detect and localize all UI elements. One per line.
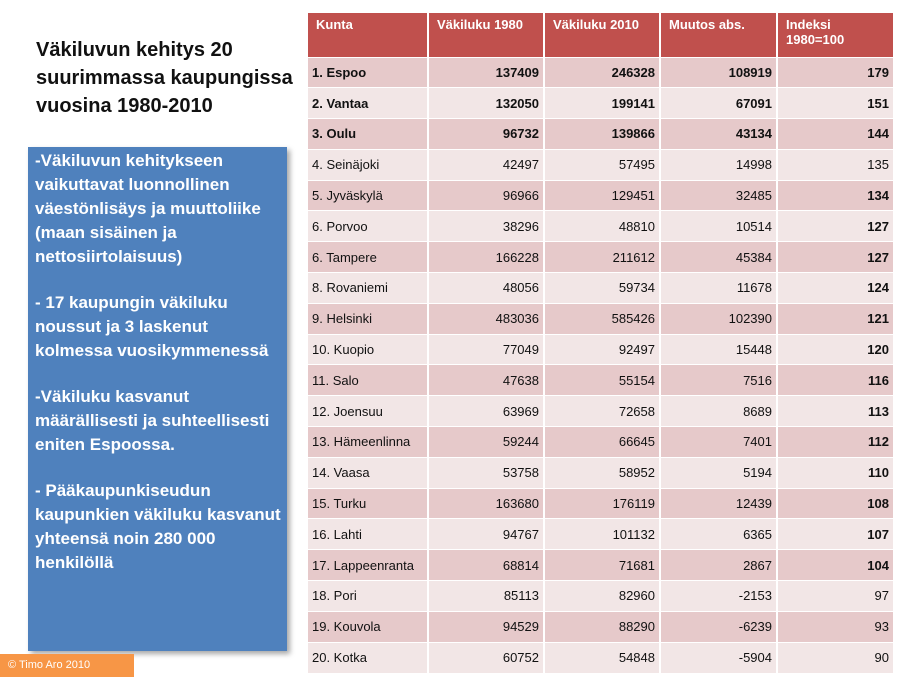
population-table-container	[308, 13, 893, 673]
cell-vakiluku-2010: 72658	[544, 396, 660, 427]
table-row	[308, 519, 893, 550]
cell-indeksi: 120	[777, 334, 893, 365]
cell-vakiluku-1980: 137409	[428, 57, 544, 88]
table-row	[308, 273, 893, 304]
cell-muutos: 2867	[660, 550, 777, 581]
cell-kunta: 13. Hämeenlinna	[308, 427, 428, 458]
table-row	[308, 550, 893, 581]
cell-muutos: 102390	[660, 303, 777, 334]
cell-vakiluku-1980: 94529	[428, 611, 544, 642]
scrollbar[interactable]	[895, 0, 907, 677]
cell-vakiluku-2010: 59734	[544, 273, 660, 304]
cell-indeksi: 151	[777, 88, 893, 119]
table-row	[308, 88, 893, 119]
cell-kunta: 12. Joensuu	[308, 396, 428, 427]
bullet-2: - 17 kaupungin väkiluku noussut ja 3 laskenut kolmessa vuosikymmenessä	[35, 293, 269, 360]
table-row	[308, 427, 893, 458]
cell-vakiluku-1980: 47638	[428, 365, 544, 396]
cell-vakiluku-2010: 139866	[544, 119, 660, 150]
cell-indeksi: 112	[777, 427, 893, 458]
cell-muutos: 15448	[660, 334, 777, 365]
cell-indeksi: 104	[777, 550, 893, 581]
cell-muutos: -5904	[660, 642, 777, 673]
cell-vakiluku-1980: 60752	[428, 642, 544, 673]
cell-muutos: 45384	[660, 242, 777, 273]
header-vakiluku-2010: Väkiluku 2010	[544, 13, 660, 57]
cell-vakiluku-2010: 176119	[544, 488, 660, 519]
cell-vakiluku-1980: 53758	[428, 457, 544, 488]
cell-muutos: 67091	[660, 88, 777, 119]
cell-vakiluku-1980: 166228	[428, 242, 544, 273]
table-row	[308, 457, 893, 488]
cell-muutos: 8689	[660, 396, 777, 427]
cell-indeksi: 97	[777, 581, 893, 612]
table-row	[308, 242, 893, 273]
slide-title: Väkiluvun kehitys 20 suurimmassa kaupungissa vuosina 1980-2010	[36, 39, 293, 117]
cell-kunta: 6. Tampere	[308, 242, 428, 273]
cell-vakiluku-2010: 54848	[544, 642, 660, 673]
table-row	[308, 642, 893, 673]
cell-kunta: 19. Kouvola	[308, 611, 428, 642]
table-row	[308, 581, 893, 612]
cell-vakiluku-2010: 129451	[544, 180, 660, 211]
cell-indeksi: 124	[777, 273, 893, 304]
table-row	[308, 180, 893, 211]
cell-indeksi: 179	[777, 57, 893, 88]
cell-muutos: 12439	[660, 488, 777, 519]
table-row	[308, 365, 893, 396]
cell-vakiluku-1980: 38296	[428, 211, 544, 242]
cell-vakiluku-2010: 66645	[544, 427, 660, 458]
header-kunta: Kunta	[308, 13, 428, 57]
cell-indeksi: 93	[777, 611, 893, 642]
table-row	[308, 611, 893, 642]
cell-vakiluku-1980: 163680	[428, 488, 544, 519]
cell-indeksi: 110	[777, 457, 893, 488]
cell-vakiluku-2010: 88290	[544, 611, 660, 642]
cell-vakiluku-2010: 92497	[544, 334, 660, 365]
table-header-row	[308, 13, 893, 57]
cell-kunta: 3. Oulu	[308, 119, 428, 150]
cell-vakiluku-1980: 63969	[428, 396, 544, 427]
cell-indeksi: 134	[777, 180, 893, 211]
cell-muutos: 5194	[660, 457, 777, 488]
cell-muutos: 32485	[660, 180, 777, 211]
population-table	[308, 13, 893, 673]
cell-muutos: -6239	[660, 611, 777, 642]
cell-vakiluku-2010: 199141	[544, 88, 660, 119]
cell-kunta: 16. Lahti	[308, 519, 428, 550]
cell-indeksi: 127	[777, 211, 893, 242]
cell-kunta: 18. Pori	[308, 581, 428, 612]
cell-kunta: 15. Turku	[308, 488, 428, 519]
cell-kunta: 4. Seinäjoki	[308, 149, 428, 180]
cell-indeksi: 116	[777, 365, 893, 396]
cell-indeksi: 108	[777, 488, 893, 519]
cell-muutos: 14998	[660, 149, 777, 180]
cell-vakiluku-2010: 585426	[544, 303, 660, 334]
bullet-3: -Väkiluku kasvanut määrällisesti ja suhteellisesti eniten Espoossa.	[35, 387, 270, 454]
cell-kunta: 14. Vaasa	[308, 457, 428, 488]
cell-vakiluku-1980: 94767	[428, 519, 544, 550]
cell-indeksi: 90	[777, 642, 893, 673]
cell-kunta: 10. Kuopio	[308, 334, 428, 365]
cell-vakiluku-1980: 96732	[428, 119, 544, 150]
table-row	[308, 57, 893, 88]
cell-vakiluku-1980: 96966	[428, 180, 544, 211]
cell-vakiluku-1980: 48056	[428, 273, 544, 304]
table-row	[308, 396, 893, 427]
cell-kunta: 8. Rovaniemi	[308, 273, 428, 304]
header-muutos: Muutos abs.	[660, 13, 777, 57]
bullet-box	[28, 147, 287, 651]
bullet-4: - Pääkaupunkiseudun kaupunkien väkiluku kasvanut yhteensä noin 280 000 henkilöllä	[35, 481, 281, 572]
cell-muutos: 6365	[660, 519, 777, 550]
cell-vakiluku-1980: 85113	[428, 581, 544, 612]
cell-vakiluku-2010: 58952	[544, 457, 660, 488]
header-vakiluku-1980: Väkiluku 1980	[428, 13, 544, 57]
cell-vakiluku-2010: 48810	[544, 211, 660, 242]
cell-indeksi: 127	[777, 242, 893, 273]
table-row	[308, 119, 893, 150]
header-indeksi: Indeksi 1980=100	[777, 13, 893, 57]
cell-vakiluku-2010: 101132	[544, 519, 660, 550]
table-row	[308, 303, 893, 334]
cell-vakiluku-2010: 82960	[544, 581, 660, 612]
cell-muutos: 11678	[660, 273, 777, 304]
cell-muutos: 10514	[660, 211, 777, 242]
cell-muutos: 7516	[660, 365, 777, 396]
cell-vakiluku-2010: 71681	[544, 550, 660, 581]
cell-kunta: 5. Jyväskylä	[308, 180, 428, 211]
cell-kunta: 2. Vantaa	[308, 88, 428, 119]
cell-vakiluku-1980: 77049	[428, 334, 544, 365]
cell-vakiluku-1980: 483036	[428, 303, 544, 334]
table-row	[308, 488, 893, 519]
copyright-label: © Timo Aro 2010	[0, 654, 134, 677]
cell-vakiluku-2010: 211612	[544, 242, 660, 273]
cell-vakiluku-1980: 59244	[428, 427, 544, 458]
bullet-1: -Väkiluvun kehitykseen vaikuttavat luonnollinen väestönlisäys ja muuttoliike (maan sisäinen ja nettosiirtolaisuus)	[35, 151, 261, 266]
cell-muutos: 7401	[660, 427, 777, 458]
cell-kunta: 6. Porvoo	[308, 211, 428, 242]
cell-kunta: 9. Helsinki	[308, 303, 428, 334]
table-row	[308, 149, 893, 180]
cell-kunta: 17. Lappeenranta	[308, 550, 428, 581]
cell-vakiluku-1980: 68814	[428, 550, 544, 581]
cell-vakiluku-1980: 132050	[428, 88, 544, 119]
cell-vakiluku-2010: 55154	[544, 365, 660, 396]
table-row	[308, 334, 893, 365]
cell-kunta: 11. Salo	[308, 365, 428, 396]
cell-kunta: 20. Kotka	[308, 642, 428, 673]
cell-vakiluku-2010: 246328	[544, 57, 660, 88]
cell-indeksi: 113	[777, 396, 893, 427]
cell-vakiluku-2010: 57495	[544, 149, 660, 180]
cell-muutos: -2153	[660, 581, 777, 612]
cell-kunta: 1. Espoo	[308, 57, 428, 88]
cell-vakiluku-1980: 42497	[428, 149, 544, 180]
cell-muutos: 108919	[660, 57, 777, 88]
cell-indeksi: 107	[777, 519, 893, 550]
cell-indeksi: 144	[777, 119, 893, 150]
cell-indeksi: 121	[777, 303, 893, 334]
cell-muutos: 43134	[660, 119, 777, 150]
cell-indeksi: 135	[777, 149, 893, 180]
table-row	[308, 211, 893, 242]
